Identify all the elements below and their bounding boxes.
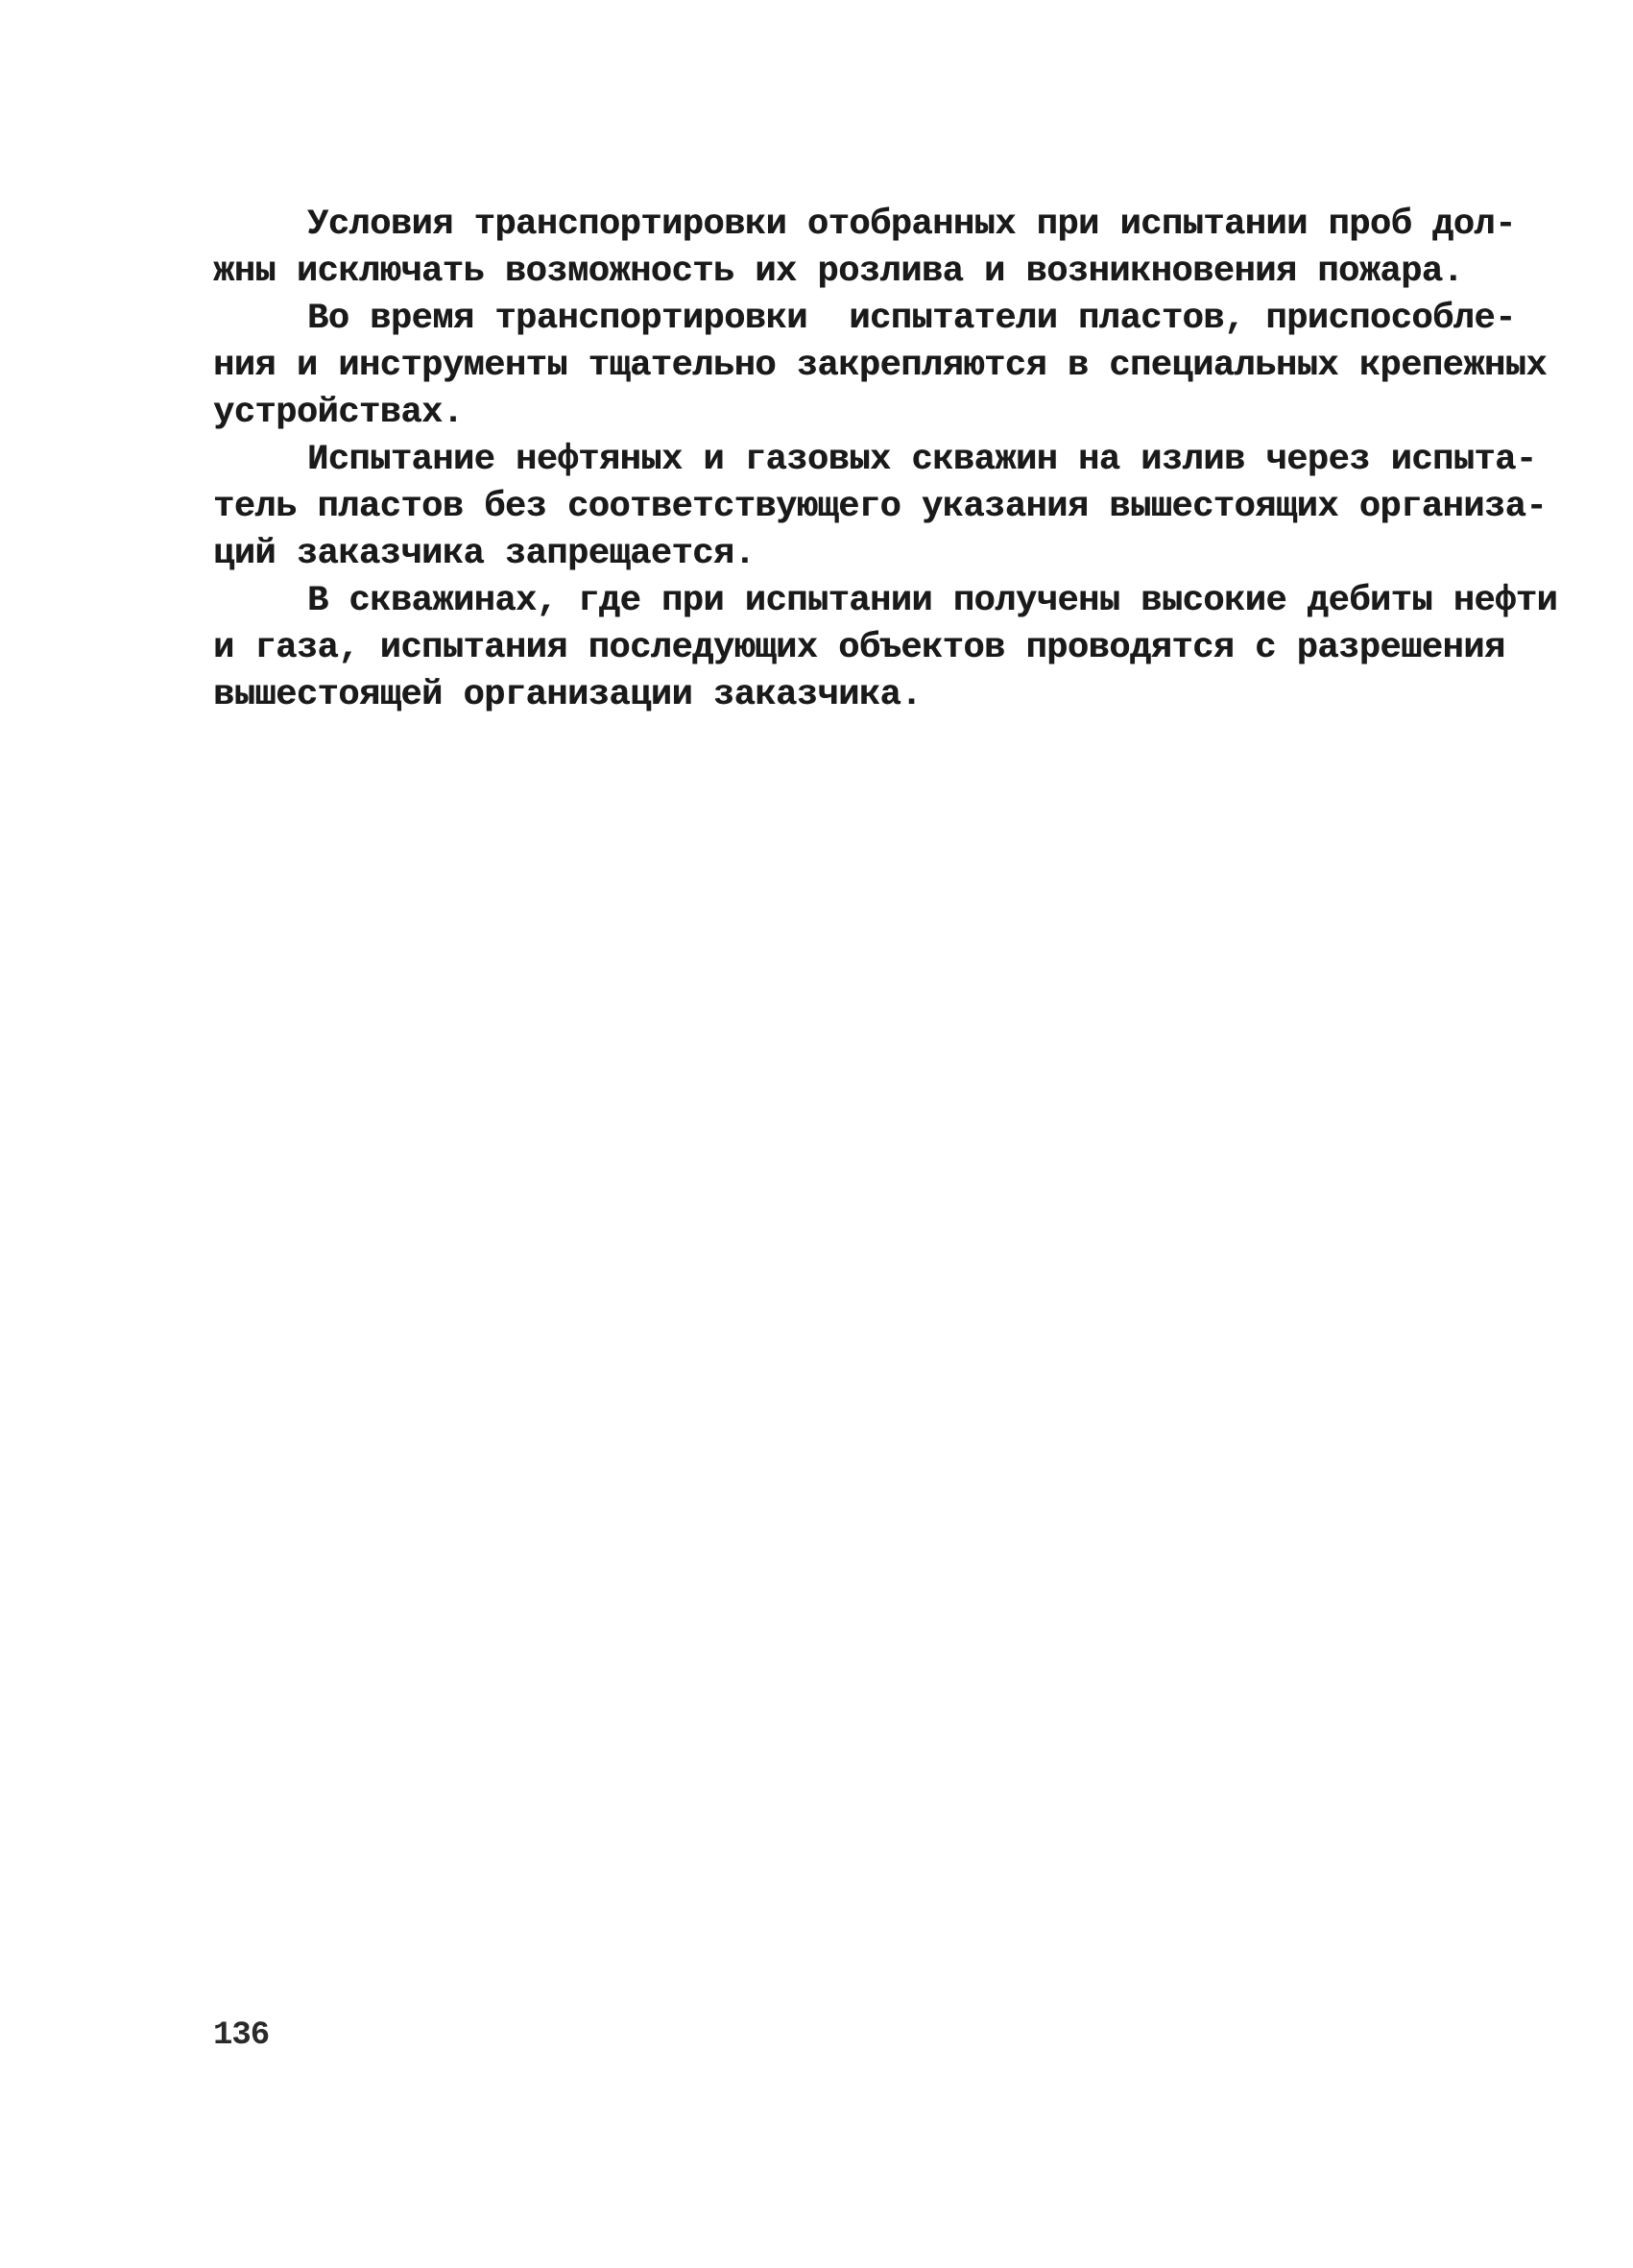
paragraph-3-line-1: Испытание нефтяных и газовых скважин на излив через испыта-	[307, 440, 1537, 480]
paragraph-3-line-2: тель пластов без соответствующего указания вышестоящих организа-	[213, 487, 1548, 527]
page-number: 136	[213, 2017, 270, 2054]
paragraph-2-line-1: Во время транспортировки испытатели пластов, приспособле-	[307, 299, 1516, 339]
paragraph-2-line-3: устройствах.	[213, 393, 464, 433]
paragraph-1-line-1: Условия транспортировки отобранных при испытании проб дол-	[307, 205, 1516, 245]
body-text	[213, 202, 1558, 719]
paragraph-4-line-1: В скважинах, где при испытании получены высокие дебиты нефти	[307, 581, 1558, 621]
paragraph-3-line-3: ций заказчика запрещается.	[213, 534, 756, 574]
paragraph-4-line-3: вышестоящей организации заказчика.	[213, 675, 922, 715]
paragraph-1-line-2: жны исключать возможность их розлива и возникновения пожара.	[213, 252, 1464, 292]
paragraph-4-line-2: и газа, испытания последующих объектов проводятся с разрешения	[213, 628, 1505, 668]
paragraph-2-line-2: ния и инструменты тщательно закрепляются в специальных крепежных	[213, 346, 1548, 386]
